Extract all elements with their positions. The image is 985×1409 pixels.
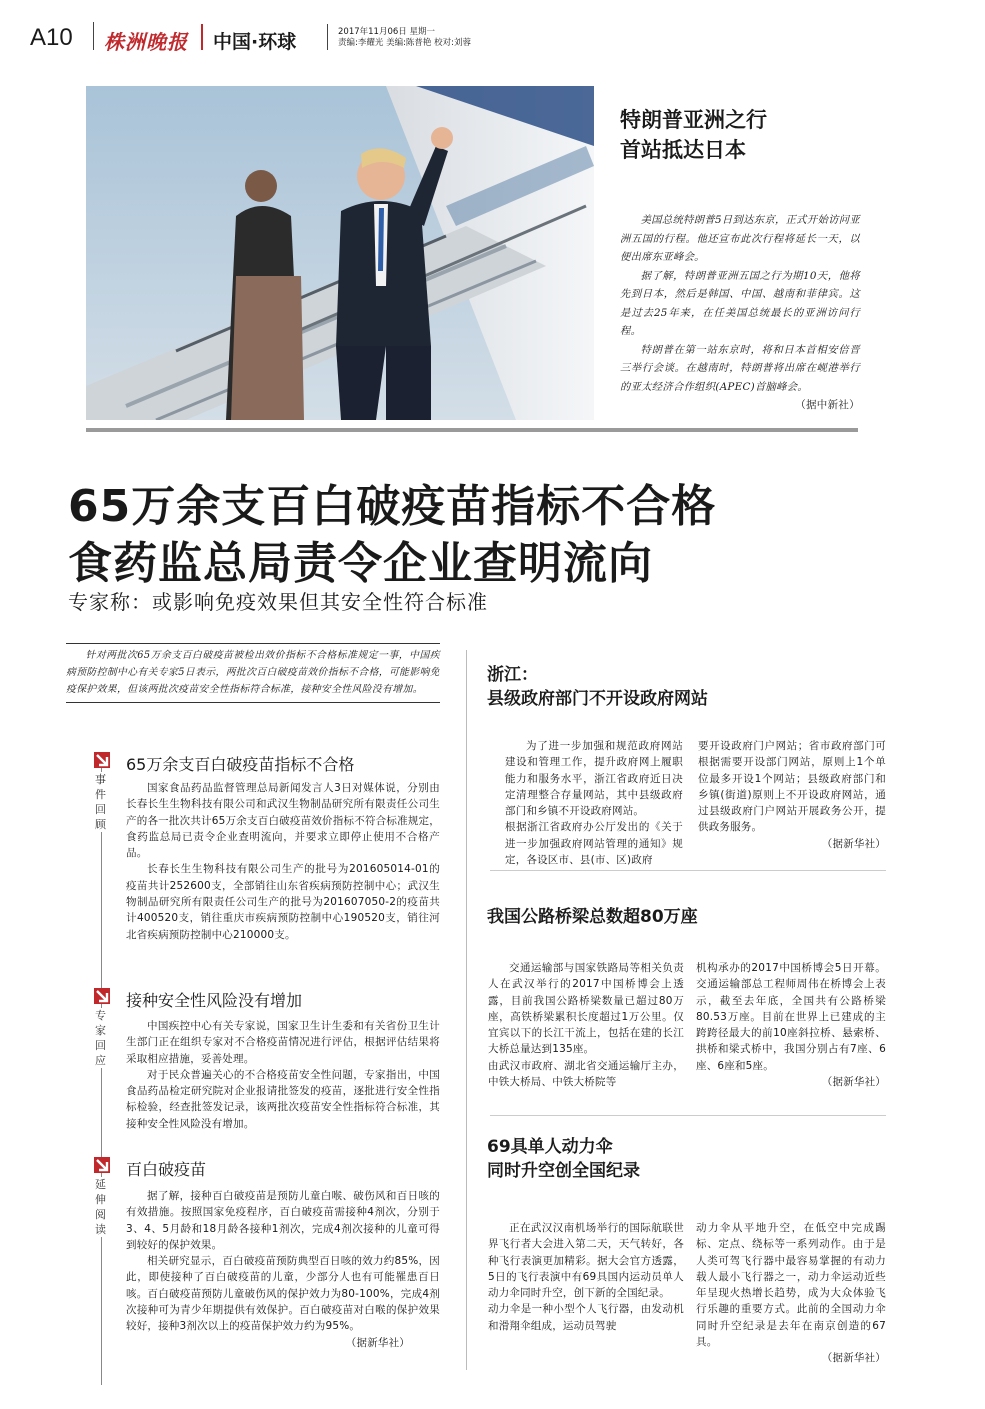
subheadline: 专家称：或影响免疫效果但其安全性符合标准 <box>68 590 488 614</box>
main-headline-line2: 食药监总局责令企业查明流向 <box>68 538 653 589</box>
article-title-line1: 浙江： <box>487 665 538 685</box>
section-paragraph: 国家食品药品监督管理总局新闻发言人3日对媒体说，分别由长春长生生物科技有限公司和武汉生物制品研究所有限责任公司生产的各一批次共计65万余支百白破疫苗效价指标不符合标准规定，食药监总局已责令企业查明流向，并要求立即停止使用不合格产品。 <box>126 782 440 860</box>
section-title: 65万余支百白破疫苗指标不合格 <box>126 755 355 774</box>
feature-title-line1: 特朗普亚洲之行 <box>620 108 767 132</box>
editor-credits: 责编:李耀光 美编:陈普艳 校对:刘蓉 <box>338 38 471 48</box>
section-divider <box>327 24 328 50</box>
article-text: 动力伞从平地升空，在低空中完成踢标、定点、绕标等一系列动作。由于是人类可驾飞行器中最容易掌握的有动力载人最小飞行器之一，动力伞运动近些年呈现火热增长趋势，成为大众体验飞行乐趣的重要方式。此前的全国动力伞同时升空纪录是去年在南京创造的67具。 <box>696 1222 886 1349</box>
main-headline-line1: 65万余支百白破疫苗指标不合格 <box>68 481 717 532</box>
section-paragraph: 据了解，接种百白破疫苗是预防儿童白喉、破伤风和百日咳的有效措施。按照国家免疫程序，百白破疫苗需接种4剂次，分别于3、4、5月龄和18月龄各接种1剂次，完成4剂次接种的儿童可得到较好的保护效果。 <box>126 1190 440 1251</box>
section-body <box>126 780 440 943</box>
arrow-icon <box>94 988 110 1004</box>
article-title-line1: 我国公路桥梁总数超80万座 <box>487 907 698 927</box>
article-rule <box>490 1115 886 1116</box>
article-column <box>696 1220 886 1367</box>
header-divider <box>93 22 94 50</box>
section-rule <box>86 428 858 432</box>
article-title-line2: 县级政府部门不开设政府网站 <box>487 689 708 709</box>
section-body <box>126 1188 440 1351</box>
article-column: 正在武汉汉南机场举行的国际航联世界飞行者大会进入第二天，天气转好，各种飞行表演更加精彩。据大会官方透露，5日的飞行表演中有69具国内运动员单人动力伞同时升空，创下新的全国纪录。 动力伞是一种小型个人飞行器，由发动机和滑翔伞组成，运动员驾驶 <box>488 1222 684 1332</box>
section-label: 延伸阅读 <box>95 1177 109 1237</box>
article-source: （据新华社） <box>821 1352 886 1365</box>
section-body <box>126 1018 440 1132</box>
feature-source: （据中新社） <box>795 399 860 411</box>
feature-paragraph: 美国总统特朗普5日到达东京，正式开始访问亚洲五国的行程。他还宣布此次行程将延长一天，以便出席东亚峰会。 <box>620 214 860 263</box>
article-title <box>487 1135 640 1183</box>
section-source: （据新华社） <box>345 1336 410 1349</box>
article-title <box>487 905 698 929</box>
article-rule <box>490 870 886 871</box>
article-title-line2: 同时升空创全国纪录 <box>487 1161 640 1181</box>
article-text: 机构承办的2017中国桥博会5日开幕。交通运输部总工程师周伟在桥博会上表示，截至去年底，全国共有公路桥梁80.53万座。目前在世界上已建成的主跨跨径最大的前10座斜拉桥、悬索桥、拱桥和梁式桥中，我国分别占有7座、6座、6座和5座。 <box>696 962 886 1072</box>
article-source: （据新华社） <box>821 1076 886 1089</box>
article-column <box>696 960 886 1090</box>
logo-divider <box>201 24 203 50</box>
section-paragraph: 对于民众普遍关心的不合格疫苗安全性问题，专家指出，中国食品药品检定研究院对企业报请批签发的疫苗，逐批进行安全性指标检验，经查批签发记录，该两批次疫苗安全性指标符合标准，其接种安全性风险没有增加。 <box>126 1068 440 1130</box>
page-number: A10 <box>30 24 73 51</box>
intro-text: 针对两批次65万余支百白破疫苗被检出效价指标不合格标准规定一事，中国疾病预防控制中心有关专家5日表示，两批次百白破疫苗效价指标不合格，可能影响免疫保护效果，但该两批次疫苗安全性指标符合标准，接种安全性风险没有增加。 <box>66 650 440 695</box>
timeline-line <box>101 765 102 1385</box>
arrow-icon <box>94 752 110 768</box>
section-title: 百白破疫苗 <box>126 1160 207 1179</box>
section-paragraph: 长春长生生物科技有限公司生产的批号为201605014-01的疫苗共计252600支，全部销往山东省疾病预防控制中心；武汉生物制品研究所有限责任公司生产的批号为201607050-2的疫苗共计400520支，销往重庆市疾病预防控制中心190520支，销往河北省疾病预防控制中心210000支。 <box>126 863 440 941</box>
intro-paragraph <box>66 643 440 703</box>
feature-body <box>620 211 860 415</box>
section-paragraph: 中国疾控中心有关专家说，国家卫生计生委和有关省份卫生计生部门正在组织专家对不合格疫苗情况进行评估，根据评估结果将采取相应措施，妥善处理。 <box>126 1020 440 1065</box>
section-label: 事件回顾 <box>95 772 109 832</box>
feature-paragraph: 据了解，特朗普亚洲五国之行为期10天，他将先到日本，然后是韩国、中国、越南和菲律宾。这是过去25年来，在任美国总统最长的亚洲访问行程。 <box>620 269 860 337</box>
section-paragraph: 相关研究显示，百白破疫苗预防典型百日咳的效力约85%，因此，即使接种了百白破疫苗的儿童，少部分人也有可能罹患百日咳。百白破疫苗预防儿童破伤风的保护效力为80-100%，完成4剂次接种可为青少年期提供有效保护。百白破疫苗对白喉的保护效果较好，接种3剂次以上的疫苗保护效力约为95%。 <box>126 1255 440 1333</box>
column-divider <box>466 650 467 1370</box>
airplane-stairs-photo <box>86 86 594 420</box>
feature-title-line2: 首站抵达日本 <box>620 138 746 162</box>
section-title: 接种安全性风险没有增加 <box>126 991 303 1010</box>
article-title-line1: 69具单人动力伞 <box>487 1137 613 1157</box>
news-photo <box>86 86 594 420</box>
section-label: 专家回应 <box>95 1008 109 1068</box>
article-source: （据新华社） <box>821 837 886 850</box>
issue-date: 2017年11月06日 星期一 <box>338 27 435 37</box>
article-text: 要开设政府门户网站；省市政府部门可根据需要开设部门网站，原则上1个单位最多开设1个网站；县级政府部门和乡镇(街道)原则上不开设政府网站，通过县级政府门户网站开展政务公开，提供政务服务。 <box>698 740 886 834</box>
article-column <box>698 738 886 852</box>
section-title: 中国·环球 <box>213 31 297 53</box>
feature-title <box>620 105 767 165</box>
article-column: 交通运输部与国家铁路局等相关负责人在武汉举行的2017中国桥博会上透露，目前我国公路桥梁数量已超过80万座，高铁桥梁累积长度超过1万公里。仅宜宾以下的长江干流上，包括在建的长江大桥总量达到135座。 由武汉市政府、湖北省交通运输厅主办，中铁大桥局、中铁大桥院等 <box>488 962 684 1089</box>
arrow-icon <box>94 1157 110 1173</box>
paper-logo: 株洲晚报 <box>104 30 188 54</box>
article-column: 为了进一步加强和规范政府网站建设和管理工作，提升政府网上履职能力和服务水平，浙江省政府近日决定清理整合存量网站，其中县级政府部门和乡镇不开设政府网站。 根据浙江省政府办公厅发出的《关于进一步加强政府网站管理的通知》规定，各设区市、县(市、区)政府 <box>505 740 683 867</box>
article-title <box>487 663 708 711</box>
feature-paragraph: 特朗普在第一站东京时，将和日本首相安倍晋三举行会谈。在越南时，特朗普将出席在岘港举行的亚太经济合作组织(APEC)首脑峰会。 <box>620 343 860 393</box>
